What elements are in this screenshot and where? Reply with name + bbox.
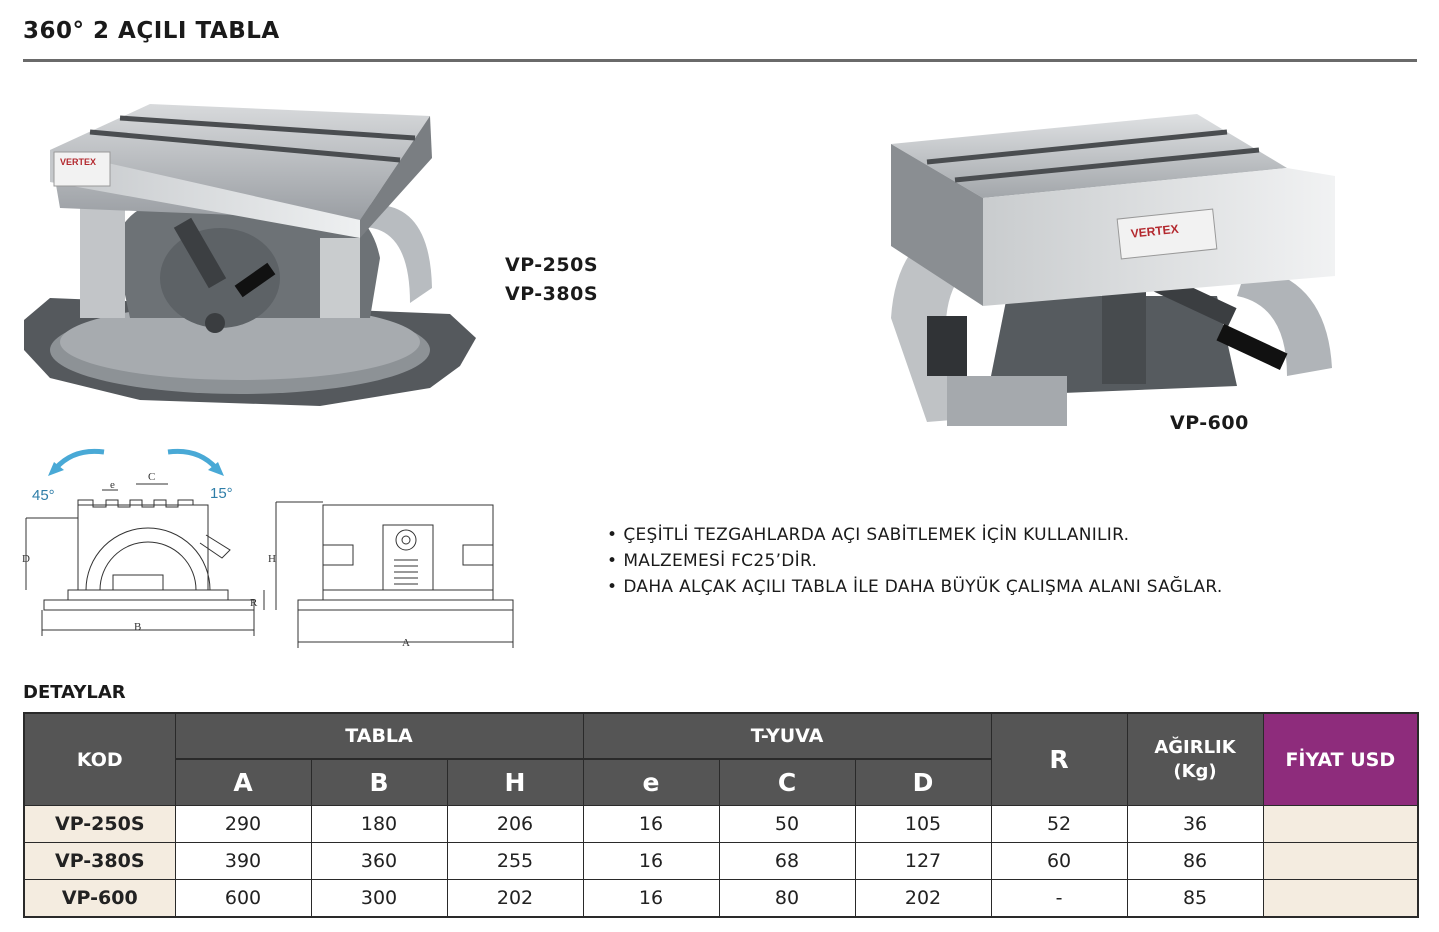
brand-logo-right: VERTEX	[1130, 221, 1180, 241]
header-agirlik-unit: (Kg)	[1173, 760, 1217, 782]
feature-item: • MALZEMESİ FC25’DİR.	[607, 548, 1223, 574]
dim-r-label: R	[250, 597, 258, 609]
cell-kod: VP-250S	[24, 806, 175, 843]
feature-list	[607, 522, 1223, 600]
header-c: C	[719, 759, 855, 806]
cell-agirlik: 85	[1127, 880, 1263, 918]
header-h: H	[447, 759, 583, 806]
cell-a: 390	[175, 843, 311, 880]
cell-a: 290	[175, 806, 311, 843]
cell-b: 180	[311, 806, 447, 843]
cell-fiyat	[1263, 880, 1418, 918]
dim-d-label: D	[22, 553, 30, 565]
header-r: R	[991, 713, 1127, 806]
cell-agirlik: 36	[1127, 806, 1263, 843]
cell-c: 68	[719, 843, 855, 880]
dim-a-label: A	[402, 637, 410, 649]
cell-e: 16	[583, 880, 719, 918]
cell-b: 300	[311, 880, 447, 918]
cell-fiyat	[1263, 843, 1418, 880]
header-agirlik-label: AĞIRLIK	[1154, 736, 1236, 758]
dim-h-label: H	[268, 553, 276, 565]
dim-b-label: B	[134, 621, 142, 633]
cell-d: 202	[855, 880, 991, 918]
header-fiyat-usd: FİYAT USD	[1263, 713, 1418, 806]
table-row	[24, 806, 1418, 843]
model-vp-250s: VP-250S	[505, 254, 599, 276]
title-divider	[23, 59, 1417, 62]
cell-agirlik: 86	[1127, 843, 1263, 880]
cell-r: -	[991, 880, 1127, 918]
model-vp-380s: VP-380S	[505, 283, 599, 305]
table-row	[24, 843, 1418, 880]
page-title: 360° 2 AÇILI TABLA	[23, 18, 280, 44]
cell-d: 105	[855, 806, 991, 843]
technical-drawing	[18, 440, 523, 652]
header-e: e	[583, 759, 719, 806]
cell-h: 255	[447, 843, 583, 880]
angle-45-label: 45°	[32, 487, 55, 504]
model-vp-600: VP-600	[1170, 412, 1249, 434]
cell-e: 16	[583, 843, 719, 880]
cell-h: 206	[447, 806, 583, 843]
header-a: A	[175, 759, 311, 806]
header-agirlik	[1127, 713, 1263, 806]
cell-c: 80	[719, 880, 855, 918]
cell-kod: VP-380S	[24, 843, 175, 880]
header-d: D	[855, 759, 991, 806]
header-tabla: TABLA	[175, 713, 583, 759]
dim-c-label: C	[148, 471, 156, 483]
header-b: B	[311, 759, 447, 806]
brand-logo-left: VERTEX	[60, 157, 97, 167]
cell-r: 60	[991, 843, 1127, 880]
product-image-vp-250s	[20, 88, 480, 410]
dim-e-label: e	[110, 479, 115, 491]
product-image-vp-600	[887, 106, 1337, 432]
cell-r: 52	[991, 806, 1127, 843]
details-table	[23, 712, 1419, 918]
cell-fiyat	[1263, 806, 1418, 843]
model-label-left	[505, 251, 598, 309]
angle-15-label: 15°	[210, 485, 233, 502]
header-t-yuva: T-YUVA	[583, 713, 991, 759]
table-row	[24, 880, 1418, 918]
section-title-detaylar: DETAYLAR	[23, 682, 126, 703]
cell-e: 16	[583, 806, 719, 843]
feature-item: • ÇEŞİTLİ TEZGAHLARDA AÇI SABİTLEMEK İÇİN KULLANILIR.	[607, 522, 1223, 548]
cell-c: 50	[719, 806, 855, 843]
cell-h: 202	[447, 880, 583, 918]
header-kod: KOD	[24, 713, 175, 806]
feature-item: • DAHA ALÇAK AÇILI TABLA İLE DAHA BÜYÜK ÇALIŞMA ALANI SAĞLAR.	[607, 574, 1223, 600]
cell-a: 600	[175, 880, 311, 918]
cell-b: 360	[311, 843, 447, 880]
cell-kod: VP-600	[24, 880, 175, 918]
cell-d: 127	[855, 843, 991, 880]
